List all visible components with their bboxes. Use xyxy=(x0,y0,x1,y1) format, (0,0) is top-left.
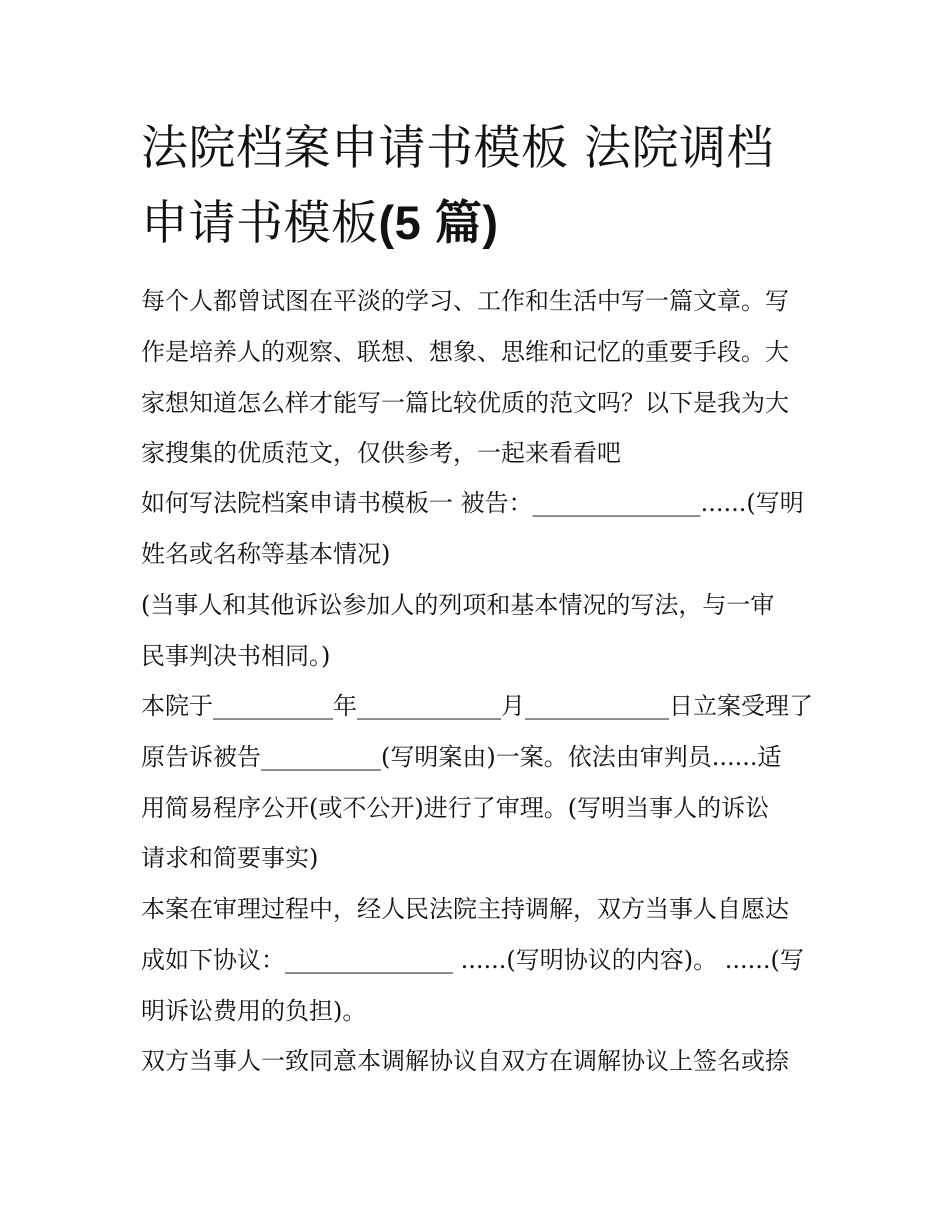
text-line: 明诉讼费用的负担)。 xyxy=(141,996,367,1025)
text-line: 民事判决书相同。) xyxy=(141,641,331,670)
text-line: 每个人都曾试图在平淡的学习、工作和生活中写一篇文章。写 xyxy=(141,287,789,315)
text-line: 成如下协议：______________ ......(写明协议的内容)。 ......(写 xyxy=(141,945,804,974)
text-line: 用简易程序公开(或不公开)进行了审理。(写明当事人的诉讼 xyxy=(141,793,770,822)
title-line-text: 申请书模板 xyxy=(141,196,379,251)
paragraph-agreement xyxy=(141,1036,831,1087)
text-line: 本院于__________年____________月____________日立案受理了 xyxy=(141,692,813,720)
title-line: 法院档案申请书模板 法院调档 xyxy=(141,121,774,176)
text-line: 家搜集的优质范文，仅供参考，一起来看看吧 xyxy=(141,439,621,468)
paragraph-mediation xyxy=(141,884,831,1036)
text-line: 家想知道怎么样才能写一篇比较优质的范文吗？以下是我为大 xyxy=(141,388,789,417)
text-line: 双方当事人一致同意本调解协议自双方在调解协议上签名或捺 xyxy=(141,1047,789,1075)
text-line: (当事人和其他诉讼参加人的列项和基本情况的写法，与一审 xyxy=(141,591,775,619)
text-line: 姓名或名称等基本情况) xyxy=(141,539,391,568)
text-line: 原告诉被告__________(写明案由)一案。依法由审判员......适 xyxy=(141,742,782,771)
paragraph-intro xyxy=(141,276,831,479)
paragraph-defendant xyxy=(141,478,831,580)
paragraph-case-filing xyxy=(141,681,831,884)
paragraph-parties-note xyxy=(141,580,831,682)
text-line: 请求和简要事实) xyxy=(141,844,319,873)
text-line: 本案在审理过程中，经人民法院主持调解，双方当事人自愿达 xyxy=(141,895,789,923)
document-title xyxy=(141,112,841,261)
text-line: 如何写法院档案申请书模板一 被告：______________......(写明 xyxy=(141,489,804,517)
title-line xyxy=(141,186,841,261)
title-count: (5 篇) xyxy=(378,196,499,249)
text-line: 作是培养人的观察、联想、想象、思维和记忆的重要手段。大 xyxy=(141,337,789,366)
